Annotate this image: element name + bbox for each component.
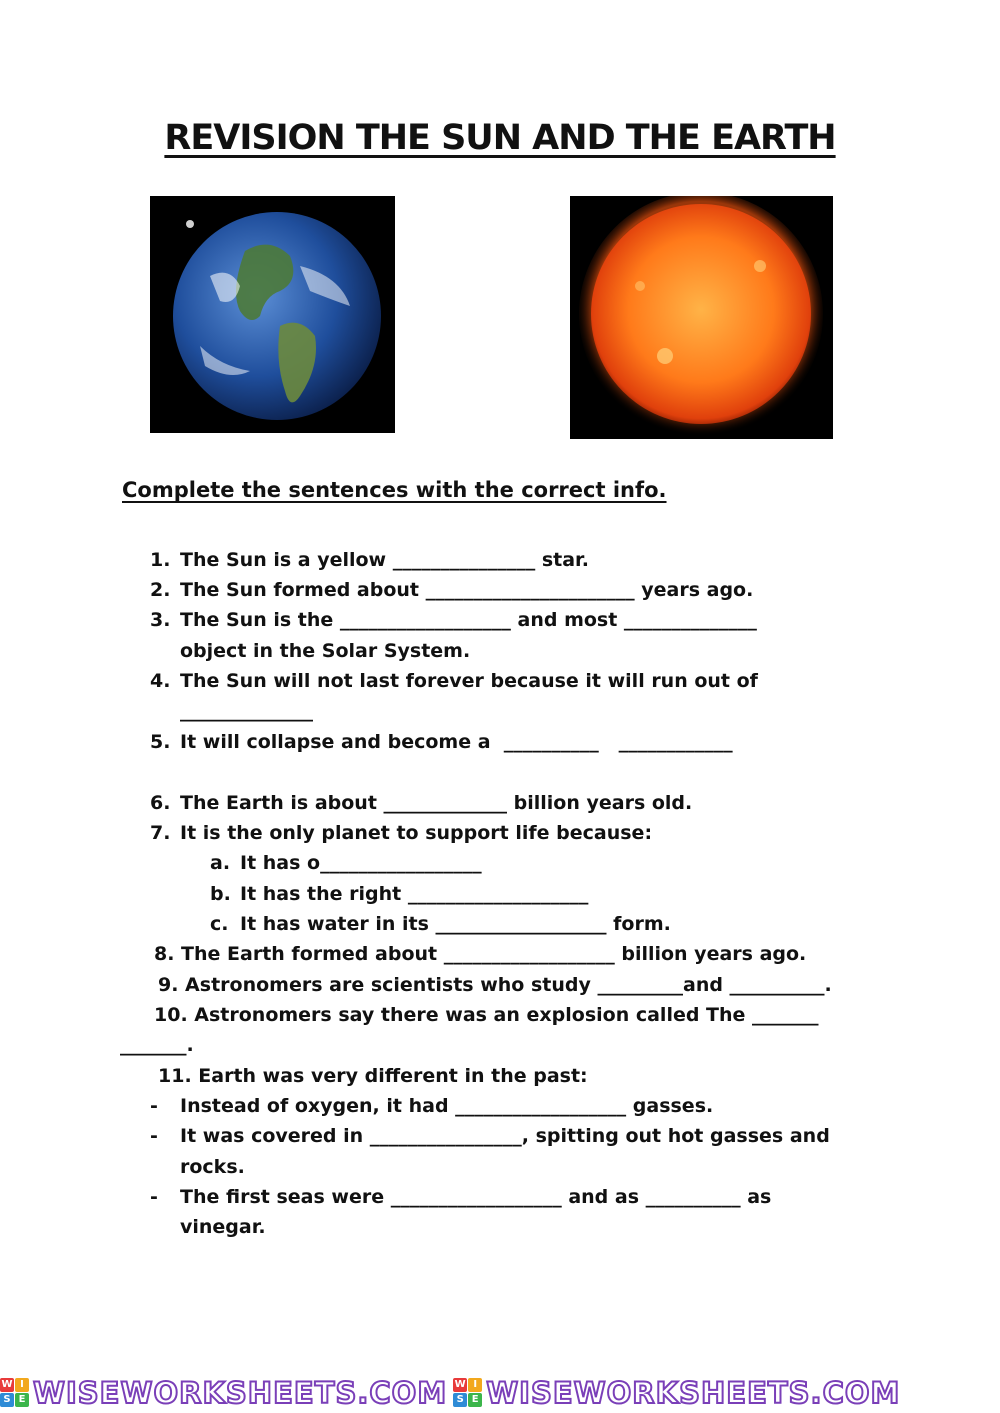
list-item: 8. The Earth formed about __________________ billion years ago. xyxy=(154,943,807,965)
list-item: 3. The Sun is the __________________ and most ______________ xyxy=(150,609,757,631)
wiseworksheets-logo-icon: W I S E xyxy=(453,1378,482,1407)
list-item-continuation: object in the Solar System. xyxy=(180,640,471,662)
earth-icon xyxy=(150,196,395,433)
bullet-item: - Instead of oxygen, it had __________________ gasses. xyxy=(150,1095,714,1117)
sub-list-item: c. It has water in its __________________ form. xyxy=(210,913,671,935)
watermark-text: WISEWORKSHEETS.COM xyxy=(33,1375,448,1410)
wiseworksheets-logo-icon: W I S E xyxy=(0,1378,29,1407)
list-item: 1. The Sun is a yellow _______________ star. xyxy=(150,549,589,571)
sub-list-item: a. It has o_________________ xyxy=(210,852,482,874)
list-item-continuation: ______________ xyxy=(180,700,313,722)
list-item: 10. Astronomers say there was an explosion called The _______ xyxy=(154,1004,819,1026)
earth-image xyxy=(150,196,395,433)
page-title: REVISION THE SUN AND THE EARTH xyxy=(164,118,836,158)
bullet-item-continuation: rocks. xyxy=(180,1156,245,1178)
footer-watermark xyxy=(0,1372,1000,1413)
bullet-item-continuation: vinegar. xyxy=(180,1216,266,1238)
bullet-item: - The first seas were __________________ and as __________ as xyxy=(150,1186,772,1208)
list-item-continuation: _______. xyxy=(120,1034,194,1056)
bullet-item: - It was covered in ________________, spitting out hot gasses and xyxy=(150,1125,830,1147)
list-item: 5. It will collapse and become a __________ ____________ xyxy=(150,731,733,753)
sub-list-item: b. It has the right ___________________ xyxy=(210,883,589,905)
list-item: 4. The Sun will not last forever because it will run out of xyxy=(150,670,758,692)
sun-image xyxy=(570,196,833,439)
watermark-1[interactable] xyxy=(0,1376,447,1410)
list-item: 9. Astronomers are scientists who study _________and __________. xyxy=(158,974,832,996)
sun-icon xyxy=(570,196,833,439)
list-item: 2. The Sun formed about ______________________ years ago. xyxy=(150,579,754,601)
watermark-text: WISEWORKSHEETS.COM xyxy=(486,1375,901,1410)
list-item: 11. Earth was very different in the past: xyxy=(158,1065,588,1087)
instruction-heading: Complete the sentences with the correct info. xyxy=(122,478,667,502)
list-item: 6. The Earth is about _____________ billion years old. xyxy=(150,792,693,814)
list-item: 7. It is the only planet to support life because: xyxy=(150,822,653,844)
watermark-2[interactable] xyxy=(453,1376,900,1410)
